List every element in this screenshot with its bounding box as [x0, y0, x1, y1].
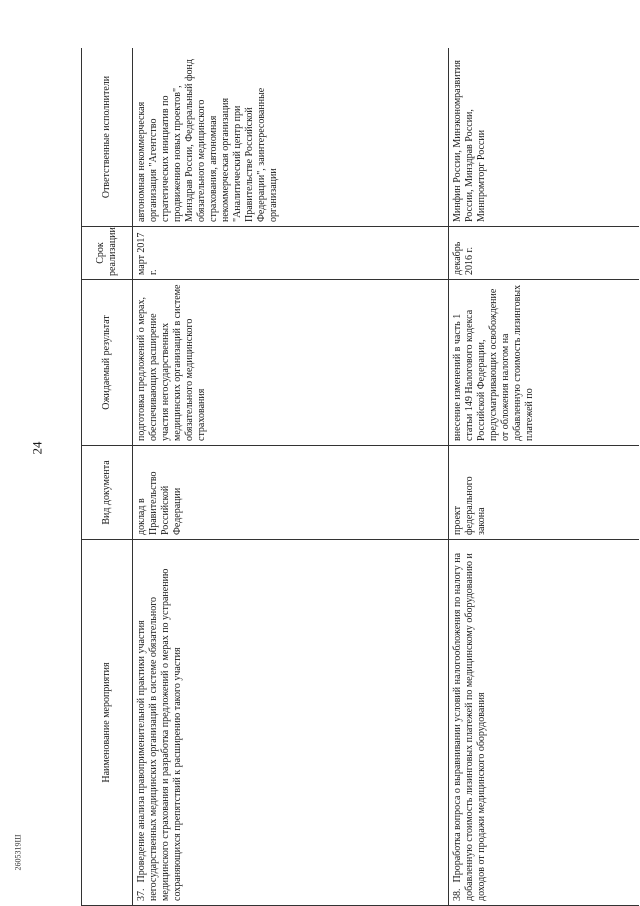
table-row — [133, 48, 449, 906]
header-executors: Ответственные исполнители — [82, 48, 133, 227]
row-number: 38. — [452, 888, 463, 901]
rotated-table-wrapper — [81, 48, 640, 906]
header-expected-result: Ожидаемый результат — [82, 280, 133, 446]
measures-table — [81, 48, 639, 906]
header-document-type: Вид документа — [82, 446, 133, 540]
document-code: 2605319Ш — [13, 834, 23, 871]
document-type-cell: доклад в Правительство Российской Федерации — [133, 446, 449, 540]
header-measure-name: Наименование мероприятия — [82, 540, 133, 906]
measure-name-cell — [449, 540, 639, 906]
header-deadline: Срок реализации — [82, 227, 133, 280]
measure-name-cell — [133, 540, 449, 906]
executors-cell: автономная некоммерческая организация "Агентство стратегических инициатив по продвижению новых проектов", Минздрав России, Федеральный фонд обязательного медицинского страхования, автономная некоммерческая организация "Аналитический центр при Правительстве Российской Федерации", заинтересованные организации — [133, 48, 449, 227]
measure-name-text: Проведение анализа правоприменительной практики участия негосударственных медицинских организаций в системе обязательного медицинского страхования и разработка предложений о мерах по устранению сохраняющихся препятствий к расширению такого участия — [136, 568, 183, 901]
table-row — [449, 48, 639, 906]
rotated-table-area — [81, 48, 640, 906]
expected-result-cell: подготовка предложений о мерах, обеспечивающих расширение участия негосударственных медицинских организаций в системе обязательного медицинского страхования — [133, 280, 449, 446]
row-number: 37. — [136, 888, 147, 901]
table-header-row — [82, 48, 133, 906]
deadline-cell: декабрь 2016 г. — [449, 227, 639, 280]
executors-cell: Минфин России, Минэкономразвития России, Минздрав России, Минпромторг России — [449, 48, 639, 227]
measure-name-text: Проработка вопроса о выравнивании условий налогообложения по налогу на добавленную стоимость лизинговых платежей по медицинскому оборудованию и доходов от продажи медицинского оборудования — [452, 552, 487, 901]
document-type-cell: проект федерального закона — [449, 446, 639, 540]
deadline-cell: март 2017 г. — [133, 227, 449, 280]
expected-result-cell: внесение изменений в часть 1 статьи 149 Налогового кодекса Российской Федерации, предусматривающих освобождение от обложения налогом на добавленную стоимость лизинговых платежей по — [449, 280, 639, 446]
page-number: 24 — [29, 441, 45, 455]
